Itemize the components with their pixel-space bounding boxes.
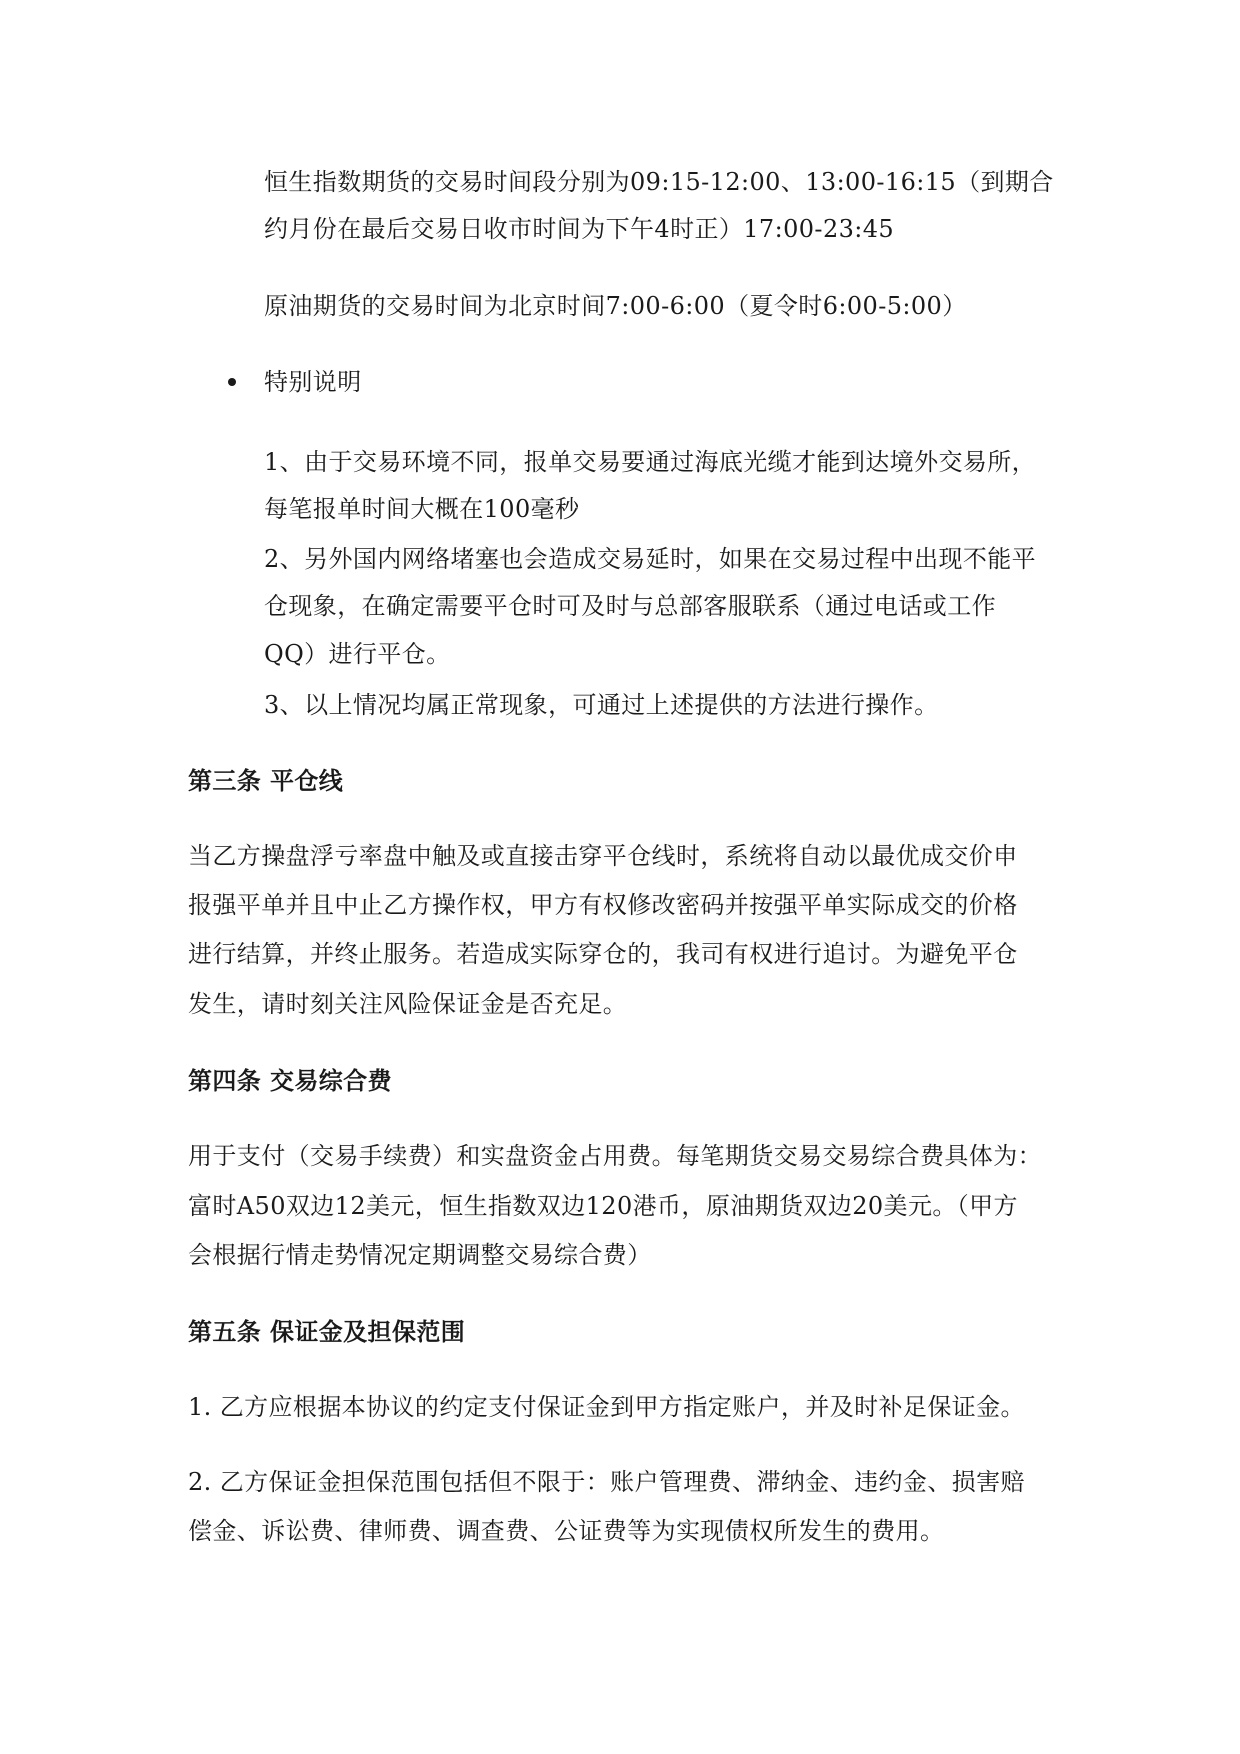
article-3-line-2: 报强平单并且中止乙方操作权，甲方有权修改密码并按强平单实际成交的价格 xyxy=(188,891,1018,919)
bullet-dot-icon xyxy=(228,378,236,386)
article-5-item-2-line-1: 2. 乙方保证金担保范围包括但不限于：账户管理费、滞纳金、违约金、损害赔 xyxy=(188,1468,1025,1496)
article-4-line-3: 会根据行情走势情况定期调整交易综合费） xyxy=(188,1241,652,1269)
special-item-3-line-1: 3、以上情况均属正常现象，可通过上述提供的方法进行操作。 xyxy=(264,691,939,719)
article-4-line-2: 富时A50双边12美元，恒生指数双边120港币，原油期货双边20美元。（甲方 xyxy=(188,1192,1018,1220)
special-item-2-line-3: QQ）进行平仓。 xyxy=(264,640,451,668)
hsi-hours-line-2: 约月份在最后交易日收市时间为下午4时正）17:00-23:45 xyxy=(264,215,895,243)
article-4-heading: 第四条 交易综合费 xyxy=(188,1067,392,1095)
special-item-1-line-1: 1、由于交易环境不同，报单交易要通过海底光缆才能到达境外交易所， xyxy=(264,448,1037,476)
article-3-line-1: 当乙方操盘浮亏率盘中触及或直接击穿平仓线时，系统将自动以最优成交价申 xyxy=(188,842,1018,870)
article-5-item-2-line-2: 偿金、诉讼费、律师费、调查费、公证费等为实现债权所发生的费用。 xyxy=(188,1517,945,1545)
special-item-2-line-2: 仓现象，在确定需要平仓时可及时与总部客服联系（通过电话或工作 xyxy=(264,592,996,620)
special-item-1-line-2: 每笔报单时间大概在100毫秒 xyxy=(264,495,580,523)
article-5-item-1: 1. 乙方应根据本协议的约定支付保证金到甲方指定账户，并及时补足保证金。 xyxy=(188,1393,1025,1421)
article-5-heading: 第五条 保证金及担保范围 xyxy=(188,1318,466,1346)
article-3-heading: 第三条 平仓线 xyxy=(188,767,344,795)
special-note-title: 特别说明 xyxy=(264,368,362,396)
special-item-2-line-1: 2、另外国内网络堵塞也会造成交易延时，如果在交易过程中出现不能平 xyxy=(264,545,1037,573)
article-4-line-1: 用于支付（交易手续费）和实盘资金占用费。每笔期货交易交易综合费具体为： xyxy=(188,1142,1042,1170)
article-3-line-4: 发生，请时刻关注风险保证金是否充足。 xyxy=(188,990,628,1018)
hsi-hours-line-1: 恒生指数期货的交易时间段分别为09:15-12:00、13:00-16:15（到期合 xyxy=(264,168,1054,196)
article-3-line-3: 进行结算，并终止服务。若造成实际穿仓的，我司有权进行追讨。为避免平仓 xyxy=(188,940,1018,968)
crude-hours-line: 原油期货的交易时间为北京时间7:00-6:00（夏令时6:00-5:00） xyxy=(264,292,967,320)
